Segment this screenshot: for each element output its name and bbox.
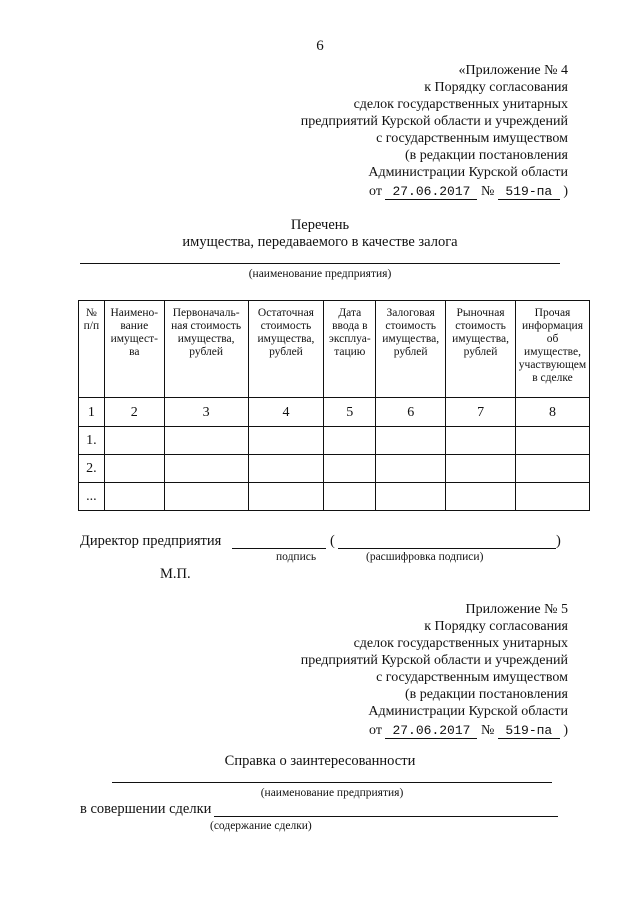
appendix5-date-line [301, 722, 568, 739]
appendix4-header [301, 62, 568, 200]
header-cell: № п/п [79, 301, 105, 398]
table-cell [164, 483, 248, 511]
table-cell [324, 455, 376, 483]
table-cell [446, 483, 516, 511]
column-number: 3 [164, 398, 248, 427]
table-cell [516, 483, 590, 511]
appendix4-line: «Приложение № 4 [458, 63, 568, 78]
appendix4-line: сделок государственных унитарных [353, 97, 568, 112]
appendix4-line: предприятий Курской области и учреждений [300, 114, 568, 129]
table-header-row [79, 301, 590, 398]
deal-label: в совершении сделки [80, 801, 212, 817]
table-cell [104, 483, 164, 511]
certificate-title: Справка о заинтересованности [224, 753, 416, 769]
director-label: Директор предприятия [80, 533, 222, 549]
appendix5-line: (в редакции постановления [404, 687, 568, 702]
open-paren: ( [330, 533, 335, 549]
appendix5-line: с государственным имуществом [376, 670, 568, 685]
stamp-place: М.П. [160, 566, 191, 582]
enterprise-name-line [80, 263, 560, 264]
appendix5-line: сделок государственных унитарных [353, 636, 568, 651]
appendix5-line: Приложение № 5 [465, 602, 568, 617]
appendix4-line: Администрации Курской области [368, 165, 568, 180]
signature-line [232, 548, 326, 549]
enterprise-caption: (наименование предприятия) [248, 268, 392, 280]
table-cell [516, 455, 590, 483]
appendix5-date: 27.06.2017 [385, 724, 477, 739]
date-prefix: от [369, 723, 382, 738]
column-number: 4 [248, 398, 324, 427]
list-subtitle: имущества, передаваемого в качестве залога [182, 234, 458, 250]
sign-caption: подпись [276, 551, 317, 563]
table-cell [104, 455, 164, 483]
decode-line [338, 548, 556, 549]
row-number: 1. [79, 427, 105, 455]
column-number: 8 [516, 398, 590, 427]
header-cell: Первоначаль-ная стоимость имущества, рублей [164, 301, 248, 398]
header-cell: Наимено-вание имущест-ва [104, 301, 164, 398]
page-number: 6 [316, 38, 324, 54]
appendix5-number: 519-па [498, 724, 560, 739]
column-number: 1 [79, 398, 105, 427]
table-cell [446, 427, 516, 455]
column-number: 6 [376, 398, 446, 427]
table-cell [376, 455, 446, 483]
column-number: 7 [446, 398, 516, 427]
number-suffix: ) [563, 184, 568, 199]
table-cell [248, 483, 324, 511]
table-row [79, 427, 590, 455]
appendix5-line: к Порядку согласования [424, 619, 568, 634]
appendix4-line: с государственным имуществом [376, 131, 568, 146]
table-cell [324, 427, 376, 455]
table-row [79, 455, 590, 483]
column-number-row [79, 398, 590, 427]
header-cell: Рыночная стоимость имущества, рублей [446, 301, 516, 398]
table-row [79, 483, 590, 511]
column-number: 5 [324, 398, 376, 427]
appendix4-line: (в редакции постановления [404, 148, 568, 163]
appendix5-header [301, 601, 568, 739]
table-cell [376, 483, 446, 511]
table-cell [324, 483, 376, 511]
number-prefix: № [480, 184, 495, 199]
enterprise-caption-2: (наименование предприятия) [260, 787, 404, 799]
number-prefix: № [480, 723, 495, 738]
appendix5-line: Администрации Курской области [368, 704, 568, 719]
header-cell: Дата ввода в эксплуа-тацию [324, 301, 376, 398]
close-paren: ) [556, 533, 561, 549]
row-number: ... [79, 483, 105, 511]
table-cell [516, 427, 590, 455]
header-cell: Прочая информация об имуществе, участвующем в сделке [516, 301, 590, 398]
column-number: 2 [104, 398, 164, 427]
table-cell [248, 427, 324, 455]
deal-line [214, 816, 558, 817]
list-title: Перечень [290, 217, 350, 233]
appendix5-line: предприятий Курской области и учреждений [300, 653, 568, 668]
header-cell: Остаточная стоимость имущества, рублей [248, 301, 324, 398]
table-cell [376, 427, 446, 455]
decode-caption: (расшифровка подписи) [366, 551, 484, 563]
date-prefix: от [369, 184, 382, 199]
appendix4-date: 27.06.2017 [385, 185, 477, 200]
table-cell [104, 427, 164, 455]
table-cell [446, 455, 516, 483]
number-suffix: ) [563, 723, 568, 738]
row-number: 2. [79, 455, 105, 483]
table-cell [248, 455, 324, 483]
header-cell: Залоговая стоимость имущества, рублей [376, 301, 446, 398]
appendix4-number: 519-па [498, 185, 560, 200]
appendix4-date-line [301, 183, 568, 200]
table-cell [164, 427, 248, 455]
table-cell [164, 455, 248, 483]
deal-caption: (содержание сделки) [210, 820, 312, 832]
appendix4-line: к Порядку согласования [424, 80, 568, 95]
property-table [78, 300, 590, 511]
enterprise-name-line-2 [112, 782, 552, 783]
